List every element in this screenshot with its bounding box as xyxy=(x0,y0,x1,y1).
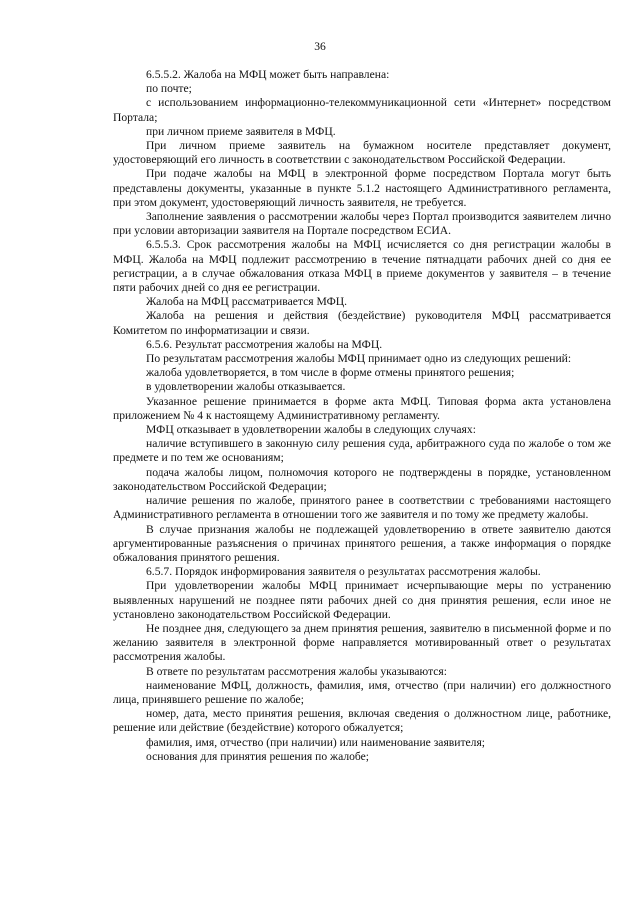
paragraph: жалоба удовлетворяется, в том числе в форме отмены принятого решения; xyxy=(146,366,515,380)
paragraph: При подаче жалобы на МФЦ в электронной форме посредством Портала могут быть представлены документы, указанные в пункте 5.1.2 настоящего Административного регламента, при этом документ, удостоверяющий личность заявителя, не требуется. xyxy=(113,167,611,209)
paragraph: наличие вступившего в законную силу решения суда, арбитражного суда по жалобе о том же предмете и по тем же основаниям; xyxy=(113,437,611,465)
paragraph: в удовлетворении жалобы отказывается. xyxy=(146,380,346,394)
paragraph: номер, дата, место принятия решения, включая сведения о должностном лице, работнике, решение или действие (бездействие) которого обжалуется; xyxy=(113,707,611,735)
paragraph: Указанное решение принимается в форме акта МФЦ. Типовая форма акта установлена приложением № 4 к настоящему Административному регламенту. xyxy=(113,394,611,422)
paragraph: с использованием информационно-телекоммуникационной сети «Интернет» посредством Портала; xyxy=(113,96,611,124)
paragraph: при личном приеме заявителя в МФЦ. xyxy=(146,124,336,138)
page-number: 36 xyxy=(314,40,326,53)
paragraph: по почте; xyxy=(146,82,192,96)
paragraph: МФЦ отказывает в удовлетворении жалобы в следующих случаях: xyxy=(146,423,476,437)
paragraph: 6.5.6. Результат рассмотрения жалобы на МФЦ. xyxy=(146,337,383,351)
paragraph: фамилия, имя, отчество (при наличии) или наименование заявителя; xyxy=(146,735,486,749)
paragraph: подача жалобы лицом, полномочия которого не подтверждены в порядке, установленном законодательством Российской Федерации; xyxy=(113,465,611,493)
paragraph: Жалоба на МФЦ рассматривается МФЦ. xyxy=(146,295,348,309)
paragraph: 6.5.7. Порядок информирования заявителя о результатах рассмотрения жалобы. xyxy=(146,565,541,579)
paragraph: В случае признания жалобы не подлежащей удовлетворению в ответе заявителю даются аргументированные разъяснения о причинах принятого решения, а также информация о порядке обжалования принятого решения. xyxy=(113,522,611,564)
paragraph: Не позднее дня, следующего за днем принятия решения, заявителю в письменной форме и по желанию заявителя в электронной форме направляется мотивированный ответ о результатах рассмотрения жалобы. xyxy=(113,621,611,664)
paragraph: 6.5.5.3. Срок рассмотрения жалобы на МФЦ исчисляется со дня регистрации жалобы в МФЦ. Жалоба на МФЦ подлежит рассмотрению в течение пятнадцати рабочих дней со дня ее регистрации, а в случае обжалования отказа МФЦ в приеме документов у заявителя – в течение пяти рабочих дней со дня ее регистрации. xyxy=(113,238,611,295)
paragraph: При личном приеме заявитель на бумажном носителе представляет документ, удостоверяющий его личность в соответствии с законодательством Российской Федерации. xyxy=(113,139,611,167)
paragraph: Жалоба на решения и действия (бездействие) руководителя МФЦ рассматривается Комитетом по информатизации и связи. xyxy=(113,309,611,337)
paragraph: При удовлетворении жалобы МФЦ принимает исчерпывающие меры по устранению выявленных нарушений не позднее пяти рабочих дней со дня принятия решения, если иное не установлено законодательством Российской Федерации. xyxy=(113,579,611,621)
paragraph: основания для принятия решения по жалобе; xyxy=(146,749,370,763)
paragraph: наличие решения по жалобе, принятого ранее в соответствии с требованиями настоящего Административного регламента в отношении того же заявителя и по тому же предмету жалобы. xyxy=(113,494,611,522)
paragraph: 6.5.5.2. Жалоба на МФЦ может быть направлена: xyxy=(146,68,390,81)
paragraph: В ответе по результатам рассмотрения жалобы указываются: xyxy=(146,664,447,678)
paragraph: По результатам рассмотрения жалобы МФЦ принимает одно из следующих решений: xyxy=(146,352,572,366)
paragraph: Заполнение заявления о рассмотрении жалобы через Портал производится заявителем лично при условии авторизации заявителя на Портале посредством ЕСИА. xyxy=(113,210,611,238)
paragraph: наименование МФЦ, должность, фамилия, имя, отчество (при наличии) его должностного лица, принявшего решение по жалобе; xyxy=(113,678,611,706)
document-body xyxy=(113,68,611,764)
